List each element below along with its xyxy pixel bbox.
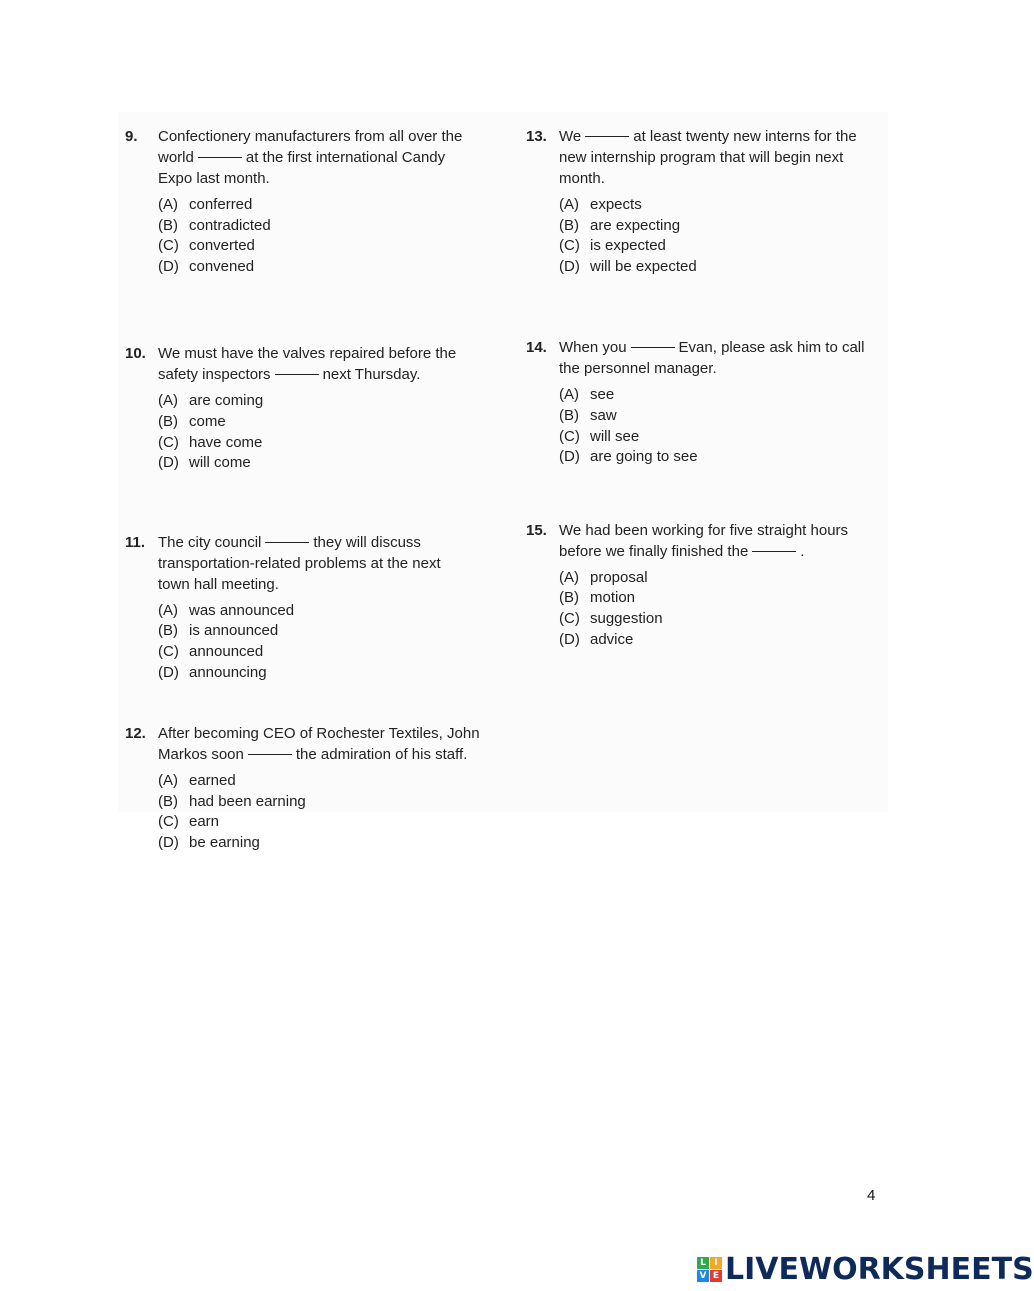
option-text: saw (590, 406, 617, 424)
question-item (526, 126, 896, 277)
option-text: will come (189, 454, 251, 472)
question-item (125, 723, 495, 853)
option-letter: (C) (158, 813, 179, 831)
question-number (526, 358, 559, 379)
option-letter: (C) (559, 427, 580, 445)
answer-option (559, 630, 896, 651)
question-text-before: new internship program that will begin next (559, 149, 844, 166)
question-item (125, 343, 495, 473)
question-text (158, 147, 495, 168)
question-text-before: Confectionery manufacturers from all over the (158, 128, 463, 145)
option-text: are going to see (590, 448, 698, 466)
option-letter: (A) (559, 568, 579, 586)
answer-option (158, 771, 495, 792)
question-text-after: . (800, 542, 805, 560)
answer-option (158, 195, 495, 216)
answer-option (158, 642, 495, 663)
question-text (158, 532, 495, 553)
question-text-after: at the first international Candy (245, 149, 446, 166)
question-text-before: town hall meeting. (158, 575, 279, 593)
answer-blank (248, 754, 292, 755)
answer-options (158, 601, 495, 683)
question-number: 12. (125, 725, 146, 743)
answer-option (158, 812, 495, 833)
question-text (158, 553, 495, 574)
page-number: 4 (867, 1187, 876, 1204)
option-text: announcing (189, 663, 267, 681)
answer-options (559, 385, 896, 467)
option-letter: (C) (158, 433, 179, 451)
question-line (125, 744, 495, 765)
question-number: 13. (526, 128, 547, 145)
question-number: 9. (125, 128, 138, 145)
question-number: 15. (526, 521, 547, 539)
option-text: suggestion (590, 609, 663, 627)
question-item (125, 532, 495, 683)
option-text: advice (590, 630, 634, 648)
answer-blank (631, 347, 675, 348)
option-text: are coming (189, 392, 264, 410)
question-line (125, 723, 495, 744)
answer-option (559, 609, 896, 630)
option-text: see (590, 386, 615, 404)
question-item (526, 520, 896, 650)
question-item (526, 337, 896, 467)
question-number (526, 541, 559, 562)
answer-options (559, 568, 896, 650)
question-line (526, 147, 896, 168)
answer-option (158, 236, 495, 257)
option-letter: (B) (158, 412, 178, 430)
question-line (125, 147, 495, 168)
option-text: will see (590, 427, 640, 445)
question-column-left (125, 126, 495, 854)
question-number (526, 147, 559, 168)
option-letter: (A) (158, 772, 178, 790)
question-text (559, 147, 896, 168)
option-letter: (B) (559, 589, 579, 607)
option-letter: (B) (559, 406, 579, 424)
option-text: announced (189, 642, 264, 660)
logo-icon-letter: I (710, 1257, 722, 1269)
question-number (125, 574, 158, 595)
option-letter: (C) (559, 237, 580, 255)
question-text (559, 168, 896, 189)
option-text: earned (189, 772, 236, 790)
option-text: will be expected (590, 257, 697, 275)
question-text-before: transportation-related problems at the next (158, 554, 441, 572)
option-letter: (B) (559, 216, 579, 234)
logo-icon-letter: E (710, 1270, 722, 1282)
question-text (559, 520, 896, 541)
question-text-before: After becoming CEO of Rochester Textiles, John (158, 725, 480, 743)
question-number: 10. (125, 345, 146, 363)
option-text: is announced (189, 622, 279, 640)
question-text-before: We (559, 128, 582, 145)
answer-option (158, 621, 495, 642)
question-text-before: before we finally finished the (559, 542, 749, 560)
question-text (158, 744, 495, 765)
question-text-before: When you (559, 339, 627, 357)
answer-option (559, 427, 896, 448)
answer-option (158, 433, 495, 454)
answer-option (158, 391, 495, 412)
option-letter: (B) (158, 622, 178, 640)
question-text-after: at least twenty new interns for the (633, 128, 857, 145)
question-number: 11. (125, 533, 146, 551)
liveworksheets-logo (697, 1252, 1034, 1287)
answer-option (158, 601, 495, 622)
question-line (125, 168, 495, 189)
answer-option (158, 833, 495, 854)
question-text (559, 337, 896, 358)
option-letter: (D) (158, 663, 179, 681)
question-text (158, 723, 495, 744)
question-text (158, 343, 495, 364)
answer-options (158, 771, 495, 853)
answer-option (559, 588, 896, 609)
option-text: expects (590, 196, 642, 213)
question-text (559, 358, 896, 379)
question-text-after: Evan, please ask him to call (678, 339, 865, 357)
answer-options (158, 391, 495, 473)
answer-option (559, 216, 896, 237)
question-line (125, 364, 495, 385)
question-number: 14. (526, 339, 547, 357)
question-text (158, 574, 495, 595)
question-text-before: Markos soon (158, 746, 244, 764)
option-text: are expecting (590, 216, 681, 234)
option-letter: (C) (559, 609, 580, 627)
question-line (125, 343, 495, 364)
option-letter: (A) (158, 601, 178, 619)
question-item (125, 126, 495, 277)
option-text: have come (189, 433, 263, 451)
option-text: come (189, 412, 226, 430)
question-line (526, 168, 896, 189)
question-line (125, 574, 495, 595)
liveworksheets-logo-icon (697, 1257, 722, 1282)
question-text-after: they will discuss (313, 533, 421, 551)
answer-options (158, 195, 495, 277)
option-text: was announced (189, 601, 295, 619)
answer-option (559, 257, 896, 278)
question-number (526, 168, 559, 189)
question-text-before: We had been working for five straight hours (559, 521, 849, 539)
question-line (526, 126, 896, 147)
option-text: converted (189, 237, 255, 255)
logo-icon-letter: V (697, 1270, 709, 1282)
option-text: contradicted (189, 216, 271, 234)
question-line (526, 541, 896, 562)
option-text: convened (189, 257, 255, 275)
question-text-before: safety inspectors (158, 366, 271, 384)
option-letter: (B) (158, 792, 178, 810)
question-text (559, 541, 896, 562)
answer-option (158, 216, 495, 237)
option-letter: (C) (158, 642, 179, 660)
option-text: earn (189, 813, 220, 831)
answer-option (559, 236, 896, 257)
option-letter: (D) (559, 630, 580, 648)
liveworksheets-logo-text: LIVEWORKSHEETS (725, 1252, 1034, 1287)
question-line (125, 532, 495, 553)
question-text (559, 126, 896, 147)
question-text-before: month. (559, 170, 605, 187)
answer-option (158, 412, 495, 433)
question-number (125, 744, 158, 765)
question-text-before: We must have the valves repaired before the (158, 345, 457, 363)
question-line (526, 358, 896, 379)
option-letter: (A) (559, 386, 579, 404)
option-letter: (D) (158, 454, 179, 472)
question-text-before: The city council (158, 533, 262, 551)
option-letter: (D) (559, 257, 580, 275)
question-line (125, 126, 495, 147)
answer-option (158, 792, 495, 813)
option-letter: (A) (559, 196, 579, 213)
question-text-after: next Thursday. (322, 366, 421, 384)
option-text: conferred (189, 196, 253, 213)
answer-option (158, 257, 495, 278)
option-letter: (A) (158, 196, 178, 213)
option-letter: (C) (158, 237, 179, 255)
option-letter: (D) (559, 448, 580, 466)
question-text (158, 168, 495, 189)
question-line (125, 553, 495, 574)
option-text: be earning (189, 833, 260, 851)
answer-option (559, 195, 896, 216)
option-text: proposal (590, 568, 648, 586)
option-text: is expected (590, 237, 666, 255)
question-text (158, 364, 495, 385)
option-letter: (A) (158, 392, 178, 410)
question-number (125, 553, 158, 574)
answer-option (158, 453, 495, 474)
option-letter: (D) (158, 833, 179, 851)
option-letter: (D) (158, 257, 179, 275)
option-text: had been earning (189, 792, 306, 810)
question-text-before: Expo last month. (158, 170, 270, 187)
answer-blank (198, 157, 242, 158)
question-number (125, 168, 158, 189)
logo-icon-letter: L (697, 1257, 709, 1269)
question-line (526, 520, 896, 541)
question-text (158, 126, 495, 147)
question-number (125, 364, 158, 385)
question-text-after: the admiration of his staff. (295, 746, 468, 764)
option-letter: (B) (158, 216, 178, 234)
answer-blank (752, 551, 796, 552)
answer-options (559, 195, 896, 277)
answer-option (158, 663, 495, 684)
answer-blank (585, 136, 629, 137)
answer-option (559, 447, 896, 468)
option-text: motion (590, 589, 636, 607)
answer-option (559, 406, 896, 427)
question-line (526, 337, 896, 358)
question-text-before: the personnel manager. (559, 360, 717, 378)
answer-blank (265, 542, 309, 543)
question-text-before: world (158, 149, 194, 166)
question-number (125, 147, 158, 168)
question-column-right (526, 126, 896, 650)
answer-blank (275, 374, 319, 375)
answer-option (559, 385, 896, 406)
answer-option (559, 568, 896, 589)
